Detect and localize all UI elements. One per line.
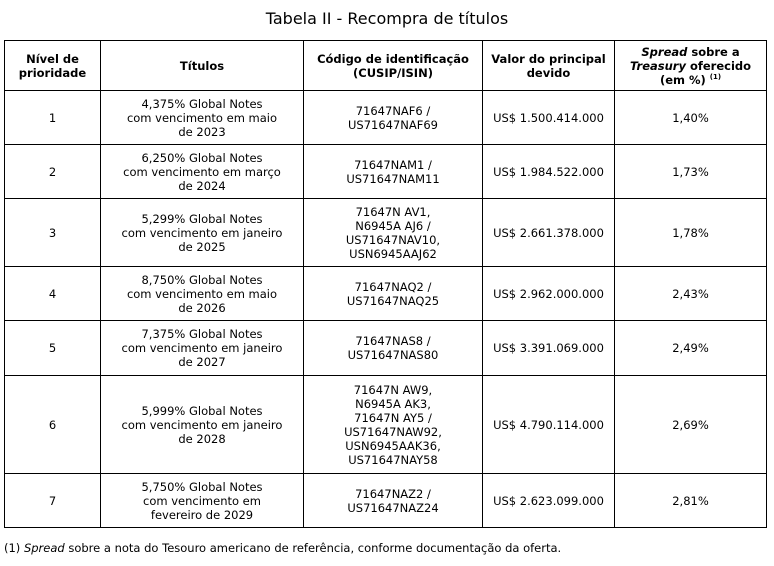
cell-line: com vencimento em maio (126, 286, 278, 301)
cell-line: 71647N AV1, (355, 204, 431, 219)
table-row (5, 91, 767, 145)
cell-line: com vencimento em janeiro (121, 417, 283, 432)
cell-line: US71647NAS80 (347, 348, 439, 362)
cell-code (304, 145, 483, 199)
header-line: (em %) (659, 72, 706, 87)
header-identification-code (304, 41, 483, 91)
cell-line: 71647NAQ2 / (354, 279, 432, 294)
cell-priority: 4 (5, 267, 101, 321)
footnote-text: sobre a nota do Tesouro americano de referência, conforme documentação da oferta. (64, 541, 562, 555)
header-line: (CUSIP/ISIN) (353, 65, 433, 80)
cell-line: 5,299% Global Notes (141, 211, 263, 226)
cell-spread: 2,81% (615, 474, 767, 528)
cell-title (101, 145, 304, 199)
cell-line: US71647NAW92, (344, 424, 442, 439)
cell-spread: 1,40% (615, 91, 767, 145)
cell-code (304, 199, 483, 267)
footnote-spread-italic: Spread (23, 541, 65, 555)
cell-line: US71647NAV10, (345, 232, 441, 247)
header-line: devido (526, 65, 571, 80)
cell-line: 6,250% Global Notes (141, 150, 263, 165)
cell-priority: 5 (5, 321, 101, 376)
cell-line: de 2027 (178, 355, 226, 369)
cell-code (304, 376, 483, 474)
cell-line: de 2025 (178, 239, 226, 254)
cell-priority: 7 (5, 474, 101, 528)
cell-line: fevereiro de 2029 (150, 507, 254, 522)
table-row (5, 321, 767, 376)
cell-line: US71647NAF69 (347, 117, 439, 132)
cell-spread: 1,78% (615, 199, 767, 267)
cell-code (304, 474, 483, 528)
cell-line: com vencimento em (143, 493, 261, 508)
footnote-marker: (1) (709, 72, 722, 81)
cell-line: 5,750% Global Notes (141, 479, 263, 494)
footnote-prefix: (1) (4, 541, 24, 555)
header-line: Nível de (26, 51, 79, 66)
cell-line: com vencimento em janeiro (121, 225, 283, 240)
cell-line: US71647NAM11 (346, 171, 440, 186)
cell-line: 71647N AY5 / (354, 410, 432, 425)
table-row (5, 474, 767, 528)
cell-line: 4,375% Global Notes (141, 96, 263, 111)
cell-priority: 6 (5, 376, 101, 474)
cell-value: US$ 2.623.099.000 (483, 474, 615, 528)
cell-line: N6945A AK3, (355, 396, 431, 411)
cell-value: US$ 2.962.000.000 (483, 267, 615, 321)
cell-line: N6945A AJ6 / (355, 218, 431, 233)
cell-spread: 2,49% (615, 321, 767, 376)
cell-line: US71647NAZ24 (347, 500, 439, 515)
cell-priority: 1 (5, 91, 101, 145)
cell-line: US71647NAQ25 (346, 293, 440, 308)
table-row (5, 145, 767, 199)
footnote (4, 541, 561, 555)
cell-line: 71647N AW9, (353, 382, 433, 397)
header-row (5, 41, 767, 91)
cell-line: com vencimento em março (123, 164, 281, 179)
header-line: oferecido (685, 58, 752, 73)
cell-title (101, 321, 304, 376)
cell-spread: 1,73% (615, 145, 767, 199)
table-row (5, 267, 767, 321)
header-line: Valor do principal (491, 51, 606, 66)
cell-priority: 3 (5, 199, 101, 267)
header-principal-value (483, 41, 615, 91)
header-line: prioridade (18, 65, 87, 80)
cell-code (304, 321, 483, 376)
table-row (5, 376, 767, 474)
cell-line: 71647NAF6 / (355, 103, 431, 118)
header-line: Código de identificação (317, 51, 469, 66)
cell-value: US$ 4.790.114.000 (483, 376, 615, 474)
header-spread-italic: Spread (641, 44, 688, 59)
cell-line: 7,375% Global Notes (141, 327, 263, 341)
repurchase-table (4, 40, 767, 528)
cell-line: 8,750% Global Notes (141, 272, 263, 287)
cell-line: 71647NAS8 / (355, 334, 431, 348)
header-spread (615, 41, 767, 91)
cell-spread: 2,43% (615, 267, 767, 321)
cell-title (101, 474, 304, 528)
cell-line: USN6945AAJ62 (349, 246, 437, 261)
cell-value: US$ 1.500.414.000 (483, 91, 615, 145)
cell-line: de 2026 (178, 300, 226, 315)
cell-title (101, 199, 304, 267)
cell-line: de 2023 (178, 124, 226, 139)
cell-spread: 2,69% (615, 376, 767, 474)
cell-title (101, 376, 304, 474)
cell-value: US$ 3.391.069.000 (483, 321, 615, 376)
cell-line: de 2024 (178, 178, 226, 193)
cell-line: USN6945AAK36, (345, 438, 441, 453)
cell-line: de 2028 (178, 431, 226, 446)
cell-line: US71647NAY58 (348, 452, 438, 467)
cell-value: US$ 1.984.522.000 (483, 145, 615, 199)
header-priority-level (5, 41, 101, 91)
cell-line: 71647NAM1 / (354, 157, 432, 172)
cell-priority: 2 (5, 145, 101, 199)
cell-value: US$ 2.661.378.000 (483, 199, 615, 267)
table-title: Tabela II - Recompra de títulos (265, 9, 509, 28)
cell-line: 71647NAZ2 / (355, 486, 431, 501)
header-line: sobre a (687, 44, 740, 59)
cell-line: com vencimento em maio (126, 110, 278, 125)
cell-code (304, 267, 483, 321)
header-titles: Títulos (101, 41, 304, 91)
cell-title (101, 267, 304, 321)
cell-title (101, 91, 304, 145)
table-row (5, 199, 767, 267)
header-treasury-italic: Treasury (629, 58, 686, 73)
cell-line: 5,999% Global Notes (141, 403, 263, 418)
cell-line: com vencimento em janeiro (121, 341, 283, 355)
cell-code (304, 91, 483, 145)
